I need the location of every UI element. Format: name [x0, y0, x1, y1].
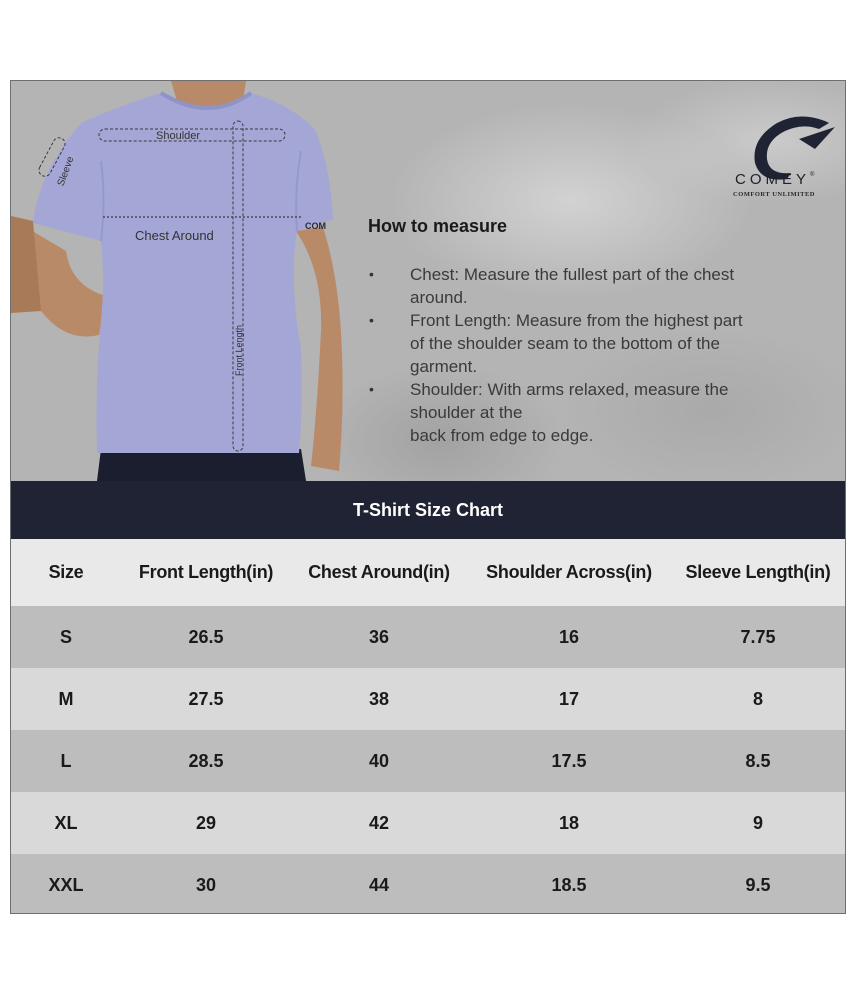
cell-size: L: [11, 730, 121, 792]
cell-size: XXL: [11, 854, 121, 914]
cell-sleeve-length: 9: [671, 792, 845, 854]
cell-shoulder-across: 16: [467, 606, 671, 668]
cell-sleeve-length: 9.5: [671, 854, 845, 914]
brand-name: COMEY®: [735, 171, 815, 188]
measurement-hero: [11, 81, 845, 481]
table-row: [11, 730, 845, 792]
list-item: • Chest: Measure the fullest part of the chest around.: [369, 265, 735, 307]
how-to-measure-title: How to measure: [368, 216, 508, 236]
cell-shoulder-across: 18: [467, 792, 671, 854]
cell-size: S: [11, 606, 121, 668]
header-chest-around: Chest Around(in): [291, 539, 467, 606]
cell-front-length: 26.5: [121, 606, 291, 668]
cell-front-length: 30: [121, 854, 291, 914]
cell-chest-around: 42: [291, 792, 467, 854]
table-header-row: [11, 539, 845, 606]
list-item: • Shoulder: With arms relaxed, measure the shoulder at the back from edge to edge.: [369, 380, 729, 445]
cell-front-length: 29: [121, 792, 291, 854]
cell-chest-around: 44: [291, 854, 467, 914]
shoulder-label: Shoulder: [156, 130, 201, 142]
cell-sleeve-length: 8: [671, 668, 845, 730]
how-to-measure-list: [366, 263, 836, 447]
table-row: [11, 792, 845, 854]
table-row: [11, 668, 845, 730]
sleeve-print-text: COM: [305, 221, 326, 231]
size-guide-card: [10, 80, 846, 914]
front-length-label: Front Length: [234, 324, 244, 376]
size-chart-table: [11, 539, 845, 914]
table-row: [11, 606, 845, 668]
cell-sleeve-length: 8.5: [671, 730, 845, 792]
list-item: • Front Length: Measure from the highest part of the shoulder seam to the bottom of the garment.: [369, 311, 743, 376]
chest-label: Chest Around: [135, 228, 214, 243]
header-sleeve-length: Sleeve Length(in): [671, 539, 845, 606]
cell-shoulder-across: 17.5: [467, 730, 671, 792]
cell-size: M: [11, 668, 121, 730]
cell-chest-around: 40: [291, 730, 467, 792]
cell-shoulder-across: 18.5: [467, 854, 671, 914]
sleeve-label: Sleeve: [55, 155, 77, 188]
cell-chest-around: 38: [291, 668, 467, 730]
cell-sleeve-length: 7.75: [671, 606, 845, 668]
cell-size: XL: [11, 792, 121, 854]
cell-chest-around: 36: [291, 606, 467, 668]
tshirt-model-illustration: [11, 81, 356, 481]
header-shoulder-across: Shoulder Across(in): [467, 539, 671, 606]
header-front-length: Front Length(in): [121, 539, 291, 606]
size-chart-title: T-Shirt Size Chart: [11, 481, 845, 539]
cell-shoulder-across: 17: [467, 668, 671, 730]
cell-front-length: 27.5: [121, 668, 291, 730]
header-size: Size: [11, 539, 121, 606]
table-row: [11, 854, 845, 914]
brand-tagline: COMFORT UNLIMITED: [733, 191, 816, 198]
cell-front-length: 28.5: [121, 730, 291, 792]
